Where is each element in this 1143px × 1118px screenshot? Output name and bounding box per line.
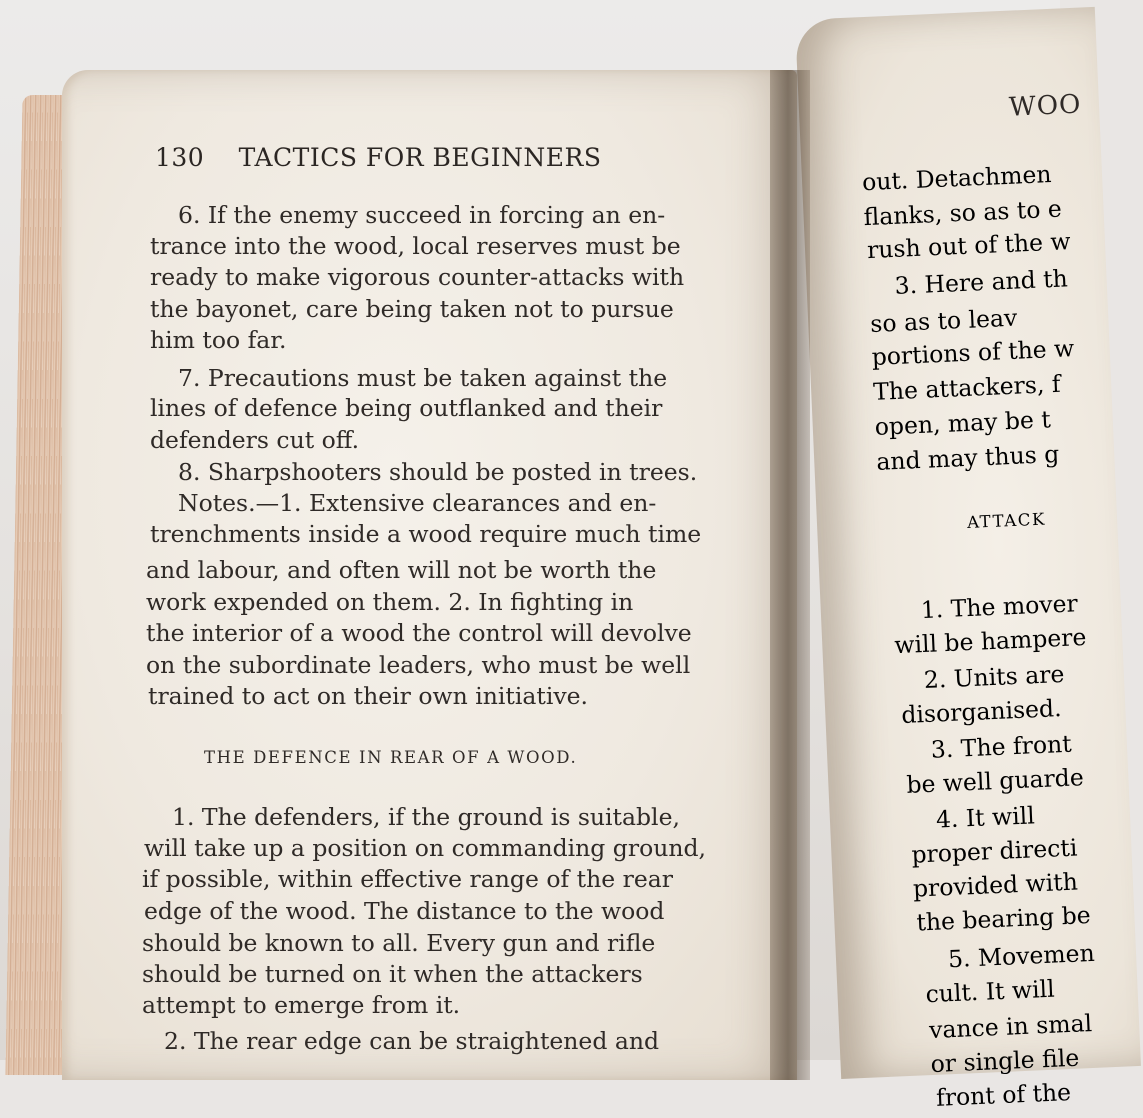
right-page: [795, 7, 1141, 1112]
right-line: cult. It will: [925, 974, 1056, 1009]
right-line: will be hampere: [893, 622, 1087, 660]
right-line: out. Detachmen: [861, 159, 1053, 197]
left-line: him too far.: [150, 326, 287, 354]
left-line: 2. The rear edge can be straightened and: [164, 1027, 660, 1055]
book-gutter: [770, 70, 810, 1080]
right-line: 4. It will: [935, 801, 1036, 834]
left-line: the interior of a wood the control will devolve: [146, 619, 692, 647]
right-line: 3. The front: [930, 729, 1073, 764]
right-line: 3. Here and th: [894, 264, 1069, 300]
left-line: 1. The defenders, if the ground is suitable,: [172, 803, 680, 831]
left-line: and labour, and often will not be worth the: [146, 556, 657, 584]
right-line: disorganised.: [900, 694, 1063, 730]
left-line: 6. If the enemy succeed in forcing an en-: [178, 201, 666, 229]
left-line: should be turned on it when the attackers: [142, 960, 643, 988]
right-line: proper directi: [910, 833, 1078, 869]
left-line: on the subordinate leaders, who must be well: [146, 651, 691, 679]
right-line: open, may be t: [874, 405, 1052, 441]
left-line: Notes.—1. Extensive clearances and en-: [178, 489, 657, 517]
left-line: should be known to all. Every gun and rifle: [142, 929, 656, 957]
right-line: and may thus g: [875, 439, 1060, 476]
right-line: 1. The mover: [920, 589, 1079, 625]
left-line: 8. Sharpshooters should be posted in trees.: [178, 458, 698, 486]
right-section-heading: ATTACK: [966, 509, 1047, 532]
right-line: so as to leav: [869, 303, 1018, 338]
running-head-title: TACTICS FOR BEGINNERS: [238, 143, 602, 172]
left-line: attempt to emerge from it.: [142, 991, 461, 1019]
left-line: lines of defence being outflanked and their: [150, 394, 663, 422]
right-line: vance in smal: [928, 1009, 1093, 1045]
running-head: [155, 143, 601, 172]
right-line: provided with: [912, 867, 1079, 903]
right-line: The attackers, f: [872, 369, 1062, 406]
right-line: 5. Movemen: [947, 938, 1096, 974]
page-number: 130: [155, 143, 205, 172]
left-line: if possible, within effective range of the rear: [142, 865, 673, 893]
right-line: portions of the w: [871, 334, 1075, 371]
right-line: flanks, so as to e: [863, 194, 1063, 232]
left-line: ready to make vigorous counter-attacks with: [150, 263, 685, 291]
left-line: the bayonet, care being taken not to pursue: [150, 295, 674, 323]
left-line: trance into the wood, local reserves must be: [150, 232, 681, 260]
right-line: the bearing be: [915, 900, 1092, 937]
right-line: be well guarde: [905, 763, 1085, 799]
right-line: 2. Units are: [923, 659, 1065, 694]
right-line: rush out of the w: [866, 227, 1072, 265]
left-line: work expended on them. 2. In fighting in: [146, 588, 634, 616]
left-line: trenchments inside a wood require much time: [150, 520, 702, 548]
left-line: 7. Precautions must be taken against the: [178, 364, 668, 392]
left-line: edge of the wood. The distance to the wood: [144, 897, 665, 925]
left-line: trained to act on their own initiative.: [148, 682, 588, 710]
right-running-head: WOO: [1008, 89, 1082, 123]
left-line: defenders cut off.: [150, 426, 360, 454]
right-line: front of the: [935, 1077, 1072, 1112]
right-line: or single file: [930, 1043, 1080, 1079]
left-line: will take up a position on commanding ground,: [144, 834, 707, 862]
section-heading: THE DEFENCE IN REAR OF A WOOD.: [204, 748, 578, 767]
